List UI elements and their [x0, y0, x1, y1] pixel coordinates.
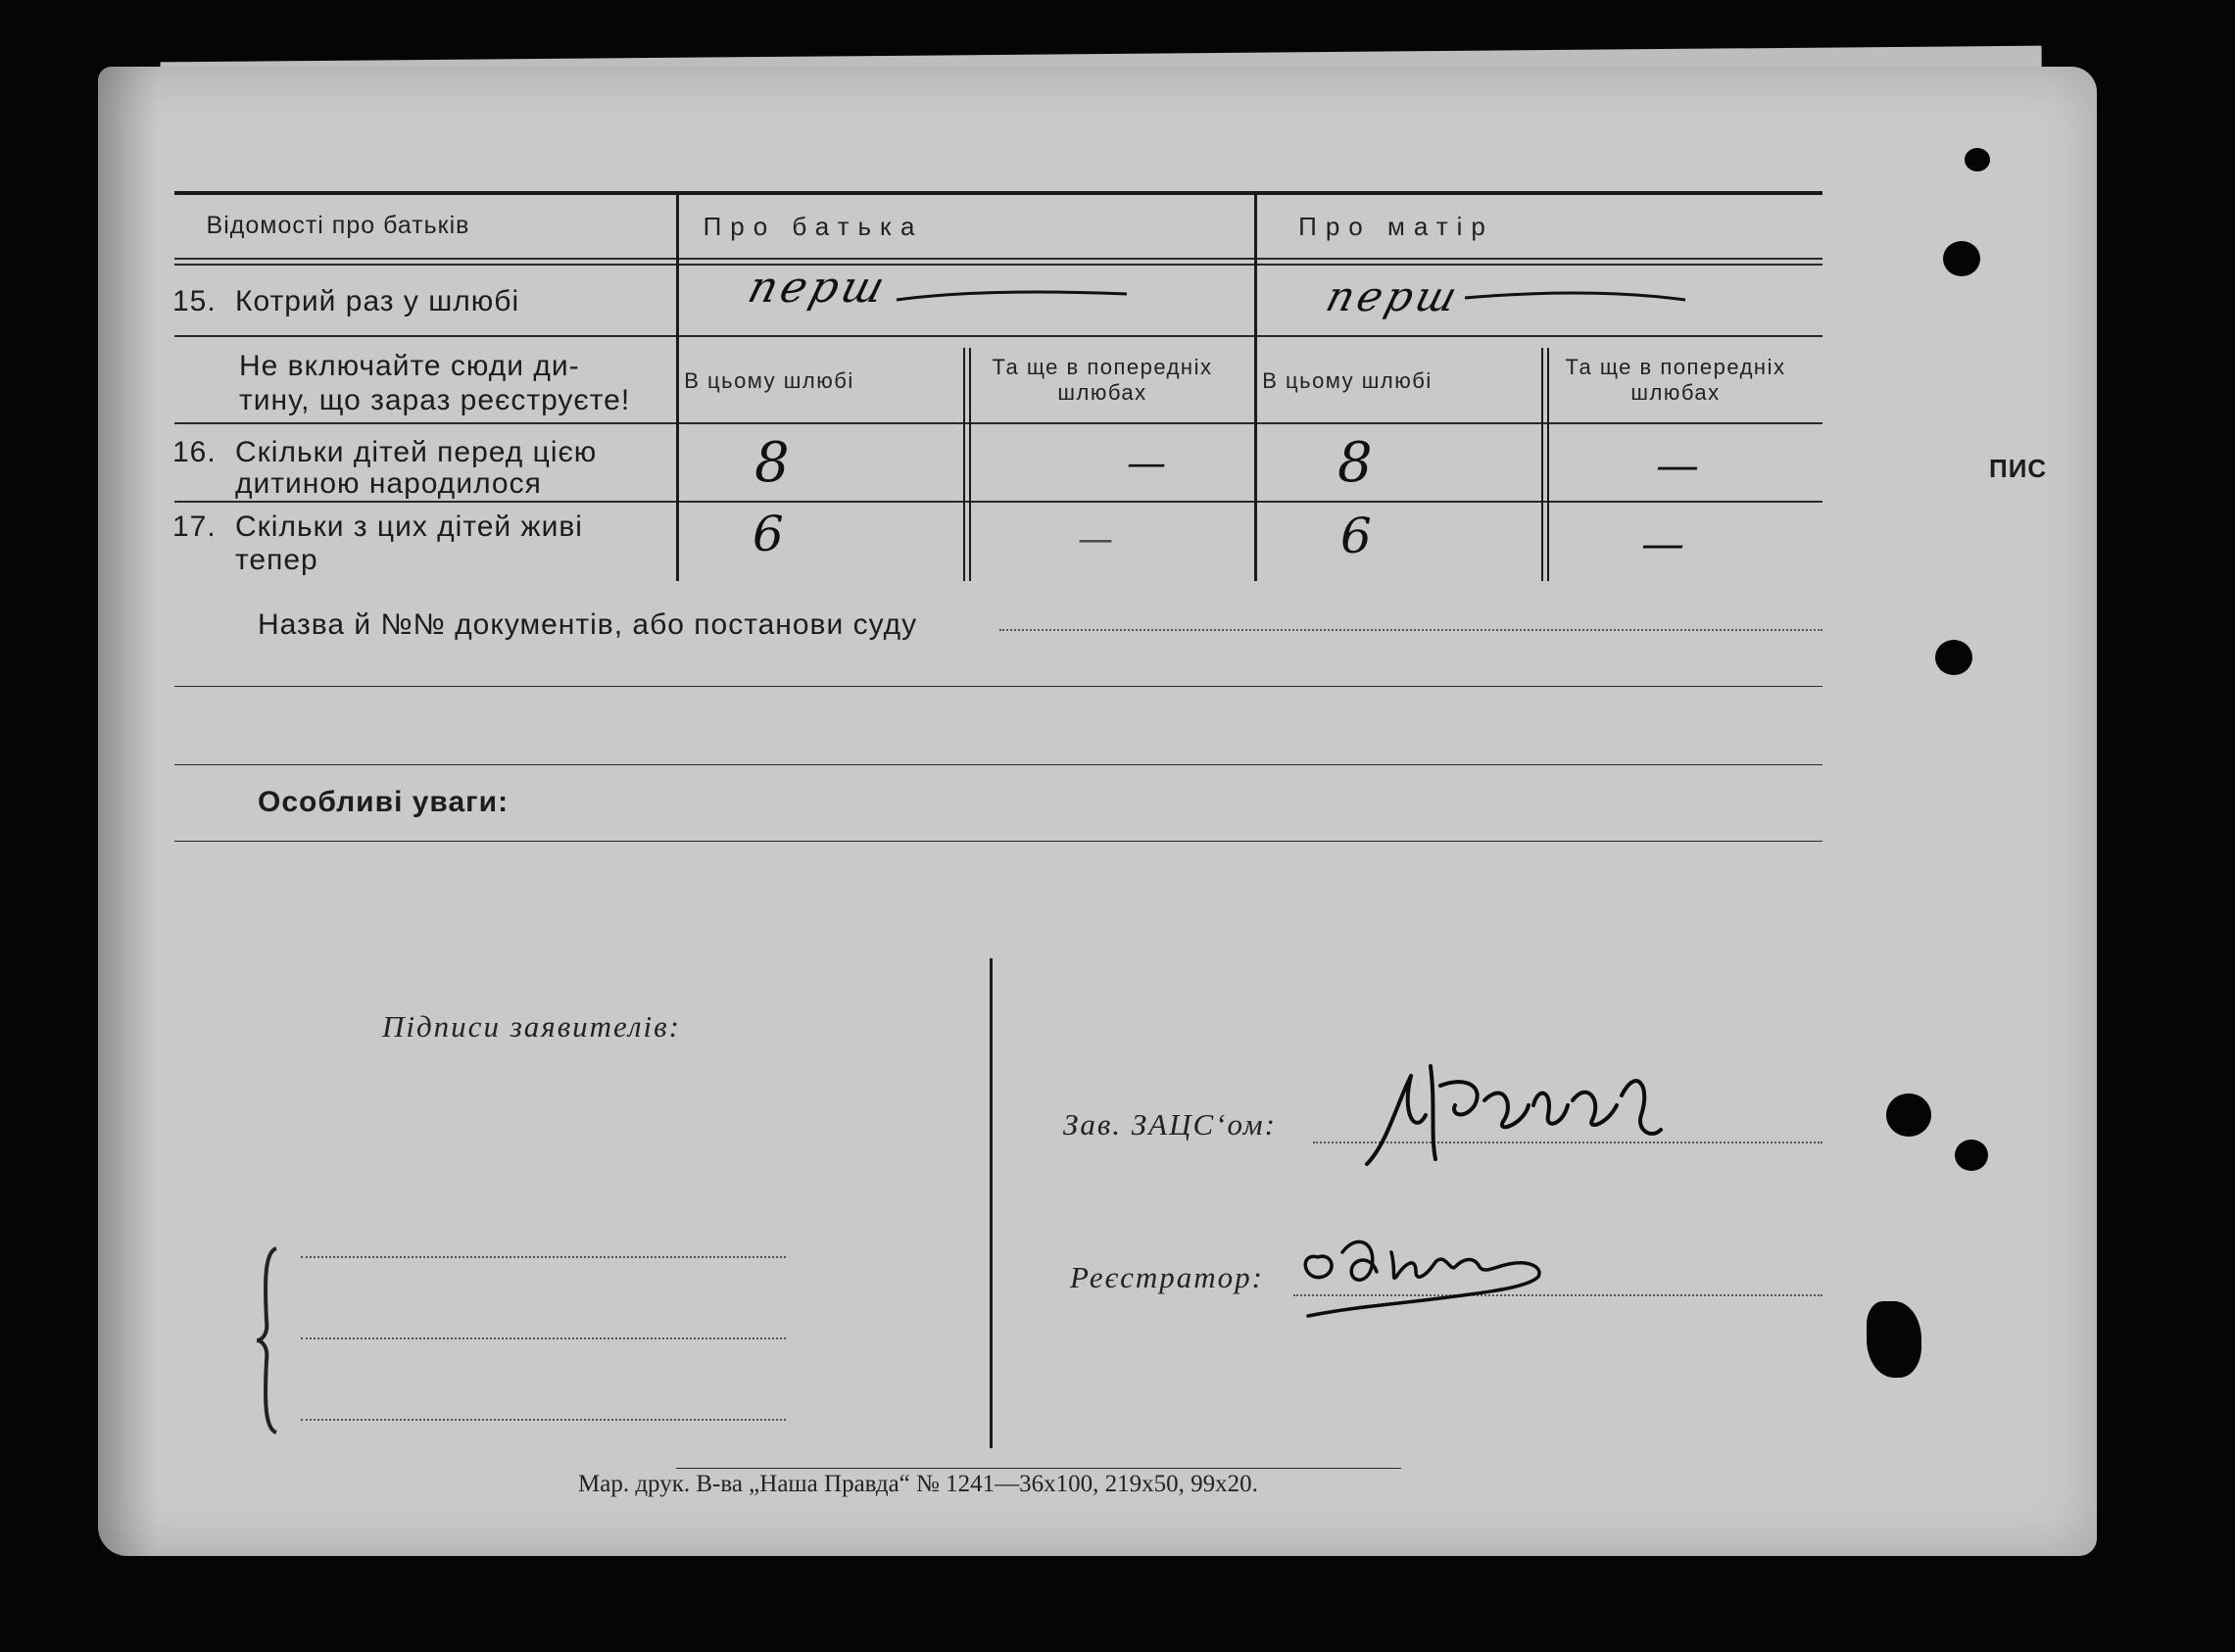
special-notes-rule — [174, 841, 1822, 842]
row17-father-prev: — — [1078, 519, 1113, 559]
punch-hole — [1955, 1140, 1988, 1171]
row16-label-line2: дитиною народилося — [235, 467, 542, 500]
row16-number: 16. — [172, 436, 217, 468]
punch-hole — [1935, 640, 1972, 675]
row16-father-this: 8 — [754, 431, 790, 495]
documents-dotted-line — [999, 629, 1822, 631]
table-divider-father-mother — [1254, 194, 1257, 581]
table-top-rule — [174, 191, 1822, 195]
punch-hole — [1965, 148, 1990, 171]
row15-bottom-rule — [174, 335, 1822, 337]
handwriting-flourish — [897, 282, 1132, 312]
page-edge-shadow — [98, 67, 157, 1556]
row17-label-line1: Скільки з цих дітей живі — [235, 510, 583, 543]
punch-hole — [1867, 1301, 1921, 1378]
row16-mother-prev: — — [1656, 441, 1699, 491]
row15-father-value: перш — [743, 263, 895, 313]
note-line1: Не включайте сюди ди- — [239, 350, 580, 382]
row17-mother-this: 6 — [1340, 508, 1372, 564]
father-previous-header — [970, 355, 1235, 406]
special-notes-label: Особливі уваги: — [258, 786, 510, 818]
row15-mother-value: перш — [1321, 272, 1467, 320]
mother-previous-header-line2: шлюбах — [1630, 380, 1721, 405]
head-signature-icon — [1357, 1046, 1690, 1174]
row16-mother-this: 8 — [1337, 431, 1373, 495]
printer-imprint: Мар. друк. В-ва „Наша Правда“ № 1241—36х100, 219х50, 99х20. — [578, 1471, 1258, 1497]
table-divider-mother-sub — [1541, 348, 1549, 581]
subheader-bottom-rule — [174, 422, 1822, 424]
row17-father-this: 6 — [753, 506, 784, 562]
margin-fragment: ПИС — [1989, 454, 2048, 483]
row16-bottom-rule — [174, 501, 1822, 503]
row17-number: 17. — [172, 510, 217, 543]
registrar-label: Реєстратор: — [1070, 1260, 1264, 1294]
punch-hole — [1943, 241, 1980, 276]
header-info: Відомості про батьків — [206, 212, 470, 239]
row16-father-prev: — — [1127, 441, 1166, 486]
row17-label-line2: тепер — [235, 544, 318, 576]
registrar-signature-icon — [1298, 1213, 1612, 1331]
table-divider-father-sub — [963, 348, 971, 581]
row15-label: Котрий раз у шлюбі — [235, 285, 520, 317]
row15-father-handwriting — [743, 263, 1004, 321]
row15-number: 15. — [172, 285, 217, 317]
row15-mother-handwriting — [1321, 272, 1582, 331]
signature-divider — [990, 958, 993, 1448]
handwriting-flourish — [1465, 284, 1690, 314]
document-page — [98, 67, 2097, 1556]
printer-imprint-underline — [676, 1468, 1401, 1469]
row16-label-line1: Скільки дітей перед цією — [235, 436, 598, 468]
mother-this-marriage-header: В цьому шлюбі — [1262, 368, 1433, 393]
header-father: Про батька — [703, 212, 924, 241]
head-of-registry-label: Зав. ЗАЦС‘ом: — [1063, 1107, 1277, 1142]
father-previous-header-line1: Та ще в попередніх — [992, 355, 1213, 379]
punch-hole — [1886, 1093, 1931, 1137]
applicants-label: Підписи заявителів: — [382, 1009, 681, 1044]
documents-label: Назва й №№ документів, або постанови суду — [258, 608, 918, 641]
note-line2: тину, що зараз реєструєте! — [239, 384, 631, 416]
applicant-signature-line-1 — [301, 1256, 786, 1258]
mother-previous-header — [1543, 355, 1808, 406]
header-mother: Про матір — [1298, 212, 1494, 241]
applicant-signature-line-3 — [301, 1419, 786, 1421]
row17-mother-prev: — — [1641, 519, 1684, 569]
documents-rule-1 — [174, 686, 1822, 687]
documents-rule-2 — [174, 764, 1822, 765]
table-divider-info — [676, 194, 679, 581]
father-this-marriage-header: В цьому шлюбі — [684, 368, 854, 393]
applicants-brace — [255, 1242, 284, 1438]
applicant-signature-line-2 — [301, 1337, 786, 1339]
mother-previous-header-line1: Та ще в попередніх — [1565, 355, 1786, 379]
father-previous-header-line2: шлюбах — [1057, 380, 1147, 405]
